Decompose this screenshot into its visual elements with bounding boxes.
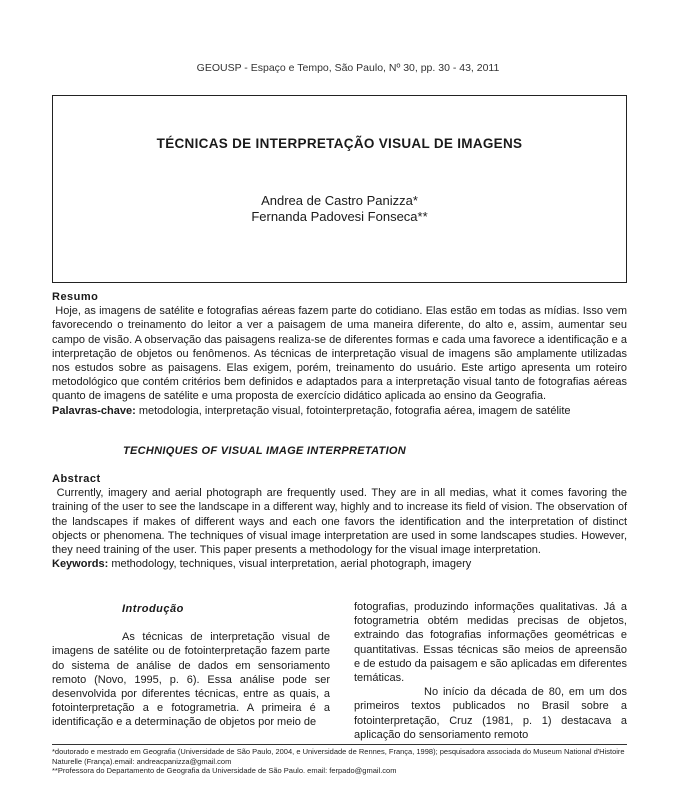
keywords-text: metodologia, interpretação visual, fotointerpretação, fotografia aérea, imagem de satélite — [138, 404, 571, 417]
author-name: Fernanda Padovesi Fonseca** — [251, 209, 428, 224]
footnote-divider — [52, 744, 627, 745]
running-head: GEOUSP - Espaço e Tempo, São Paulo, Nº 30, pp. 30 - 43, 2011 — [196, 62, 500, 74]
keywords-label: Palavras-chave: — [52, 404, 136, 417]
resumo-keywords — [52, 404, 627, 418]
body-paragraph: No início da década de 80, em um dos primeiros textos publicados no Brasil sobre a fotointerpretação, Cruz (1981, p. 1) destacava a aplicação do sensoriamento remoto — [354, 686, 627, 741]
footnote: **Professora do Departamento de Geografia da Universidade de São Paulo. email: ferpado@gmail.com — [52, 766, 397, 776]
body-paragraph: As técnicas de interpretação visual de imagens de satélite ou de fotointerpretação fazem parte do sistema de análise de dados em sensoriamento remoto (Novo, 1995, p. 6). Essa análise pode ser desenvolvida por diferentes técnicas, entre as quais, a fotointerpretação a e fotogrametria. A primeira é a identificação e a determinação de objetos por meio de — [52, 631, 330, 729]
author-list — [53, 193, 626, 225]
english-title: TECHNIQUES OF VISUAL IMAGE INTERPRETATION — [123, 445, 407, 457]
abstract-section — [52, 472, 627, 571]
abstract-keywords — [52, 557, 627, 571]
body-column-right — [354, 600, 627, 742]
abstract-text: Currently, imagery and aerial photograph are frequently used. They are in all medias, what it comes favoring the training of the user to see the landscape in a different way, highly and to increase its field of vision. The observation of the landscapes if makes of different ways and each one favors the identification and the interpretation of distinct objects or phenomena. The techniques of visual image interpretation are used in some landscapes studies. However, they need training of the user. This paper presents a methodology for the visual image interpretation. — [52, 487, 627, 557]
section-heading: Introdução — [122, 603, 184, 615]
resumo-text: Hoje, as imagens de satélite e fotografias aéreas fazem parte do cotidiano. Elas estão em todas as mídias. Isso vem favorecendo o treinamento do leitor a ver a paisagem de uma maneira diferente, do alto e, assim, aumentar seu campo de visão. A observação das paisagens realiza-se de diferentes formas e cada uma favorece a identificação e a interpretação de objetos ou fenômenos. As técnicas de interpretação visual de imagens são amplamente utilizadas nos estudos sobre as paisagens. Elas exigem, porém, treinamento do usuário. Este artigo apresenta um roteiro metodológico que contém critérios bem definidos e adaptados para a interpretação visual tanto de fotografias aéreas quanto de imagens de satélite e uma proposta de exercício didático aplicada ao ensino da Geografia. — [52, 305, 627, 403]
footnote: *doutorado e mestrado em Geografia (Universidade de São Paulo, 2004, e Universidade de Rennes, França, 1998); pesquisadora associada do Museum National d'Histoire Naturelle (França).email: andreacpanizza@gmail.com — [52, 747, 625, 766]
keywords-text: methodology, techniques, visual interpretation, aerial photograph, imagery — [111, 558, 472, 571]
article-title: TÉCNICAS DE INTERPRETAÇÃO VISUAL DE IMAGENS — [156, 136, 523, 151]
keywords-label: Keywords: — [52, 558, 109, 571]
title-box — [52, 95, 627, 283]
resumo-heading: Resumo — [52, 291, 99, 303]
abstract-heading: Abstract — [52, 473, 101, 485]
author-name: Andrea de Castro Panizza* — [261, 193, 418, 208]
body-column-left — [52, 600, 330, 730]
body-paragraph: fotografias, produzindo informações qualitativas. Já a fotogrametria obtém medidas precisas de objetos, extraindo das fotografias informações geométricas e quantitativas. Essas técnicas são meios de apreensão e de estudo da paisagem e são aplicadas em diferentes temáticas. — [354, 601, 627, 685]
resumo-section — [52, 290, 627, 418]
footnotes — [52, 747, 627, 776]
